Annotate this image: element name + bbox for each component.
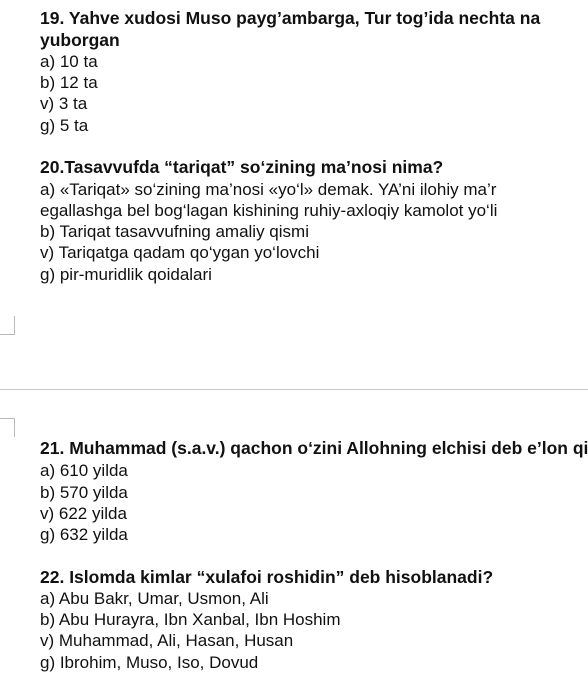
question-19-heading-cont: yuborgan	[40, 30, 120, 50]
question-19-option-a: a) 10 ta	[40, 52, 98, 71]
question-22-option-b: b) Abu Hurayra, Ibn Xanbal, Ibn Hoshim	[40, 610, 341, 629]
page-corner-mark-top	[0, 418, 15, 437]
question-22-option-a: a) Abu Bakr, Umar, Usmon, Ali	[40, 589, 269, 608]
question-21-heading: 21. Muhammad (s.a.v.) qachon o‘zini Allohning elchisi deb e’lon qi	[40, 438, 588, 458]
question-20-heading: 20.Tasavvufda “tariqat” so‘zining ma’nosi nima?	[40, 157, 444, 177]
question-22-option-v: v) Muhammad, Ali, Hasan, Husan	[40, 631, 294, 650]
question-19-option-v: v) 3 ta	[40, 94, 88, 113]
page-divider	[0, 389, 588, 390]
question-22-heading: 22. Islomda kimlar “xulafoi roshidin” deb hisoblanadi?	[40, 567, 494, 587]
question-21-option-b: b) 570 yilda	[40, 483, 128, 502]
question-20-option-a: a) «Tariqat» so‘zining ma’nosi «yo‘l» demak. YA’ni ilohiy ma’r	[40, 180, 497, 199]
question-21-option-v: v) 622 yilda	[40, 504, 127, 523]
question-19-option-b: b) 12 ta	[40, 73, 98, 92]
question-22-option-g: g) Ibrohim, Muso, Iso, Dovud	[40, 653, 259, 672]
question-21-option-a: a) 610 yilda	[40, 461, 128, 480]
question-20-option-a-cont: egallashga bel bog‘lagan kishining ruhiy-axloqiy kamolot yo‘li	[40, 201, 498, 220]
question-20-option-g: g) pir-muridlik qoidalari	[40, 265, 212, 284]
question-19-option-g: g) 5 ta	[40, 116, 89, 135]
question-20-option-v: v) Tariqatga qadam qo‘ygan yo‘lovchi	[40, 243, 320, 262]
question-20-option-b: b) Tariqat tasavvufning amaliy qismi	[40, 222, 309, 241]
question-21-option-g: g) 632 yilda	[40, 525, 128, 544]
question-19-heading: 19. Yahve xudosi Muso payg’ambarga, Tur tog’ida nechta na	[40, 8, 541, 28]
page-corner-mark-bottom	[0, 316, 15, 335]
